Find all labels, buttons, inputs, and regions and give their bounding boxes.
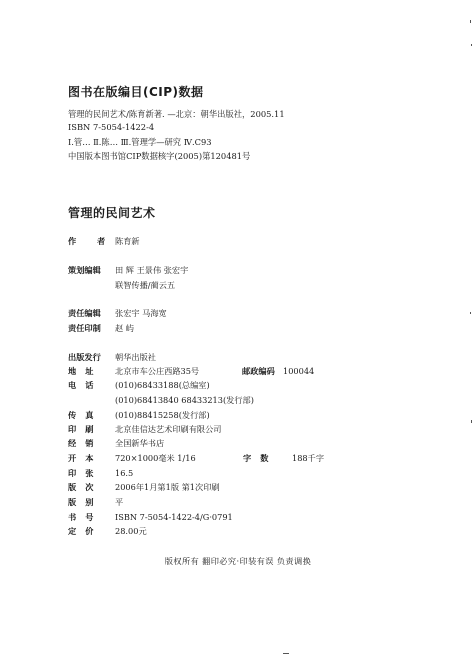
sheets-label: 印张: [68, 468, 103, 478]
distributor-label: 经销: [68, 438, 103, 448]
postcode-label: 邮政编码: [242, 366, 275, 376]
print-supervisor-value: 赵 屿: [115, 323, 134, 333]
phone-value-1: (010)68433188(总编室): [115, 380, 210, 390]
cip-record-line: 中国版本图书馆CIP数据核字(2005)第120481号: [68, 151, 251, 161]
planning-editor-label: 策划编辑: [68, 265, 101, 275]
address-label: 地址: [68, 366, 103, 376]
isbn-value: ISBN 7-5054-1422-4/G·0791: [115, 512, 233, 522]
word-count-label: 字数: [243, 453, 278, 463]
edition-label: 版次: [68, 482, 103, 492]
scan-speck: [283, 653, 289, 654]
edition-value: 2006年1月第1版 第1次印刷: [115, 482, 220, 492]
format-value: 720×1000毫米 1/16: [115, 453, 196, 463]
scan-speck: [470, 312, 471, 314]
distributor-value: 全国新华书店: [115, 438, 165, 448]
binding-label: 版别: [68, 497, 103, 507]
author-label: 作 者: [68, 236, 115, 246]
fax-value: (010)88415258(发行部): [115, 410, 210, 420]
price-value: 28.00元: [115, 526, 147, 536]
fax-label: 传真: [68, 410, 103, 420]
print-supervisor-label: 责任印制: [68, 323, 101, 333]
planning-editor-names: 田 辉 王景伟 张宏宇: [115, 265, 189, 275]
planning-editor-agency: 联智传播/蔺云五: [115, 280, 176, 290]
postcode-value: 100044: [283, 366, 315, 376]
sheets-value: 16.5: [115, 468, 134, 478]
printer-label: 印刷: [68, 424, 103, 434]
publisher-label: 出版发行: [68, 352, 101, 362]
cip-title: 图书在版编目(CIP)数据: [68, 85, 204, 99]
cip-isbn-line: ISBN 7-5054-1422-4: [68, 122, 155, 132]
scan-speck: [470, 20, 471, 23]
publisher-value: 朝华出版社: [115, 352, 156, 362]
rights-notice: 版权所有 翻印必究·印装有误 负责调换: [164, 556, 312, 566]
book-title: 管理的民间艺术: [68, 206, 156, 220]
responsible-editor-value: 张宏宇 马海宽: [115, 308, 167, 318]
cip-classification-line: Ⅰ.管… Ⅱ.陈… Ⅲ.管理学—研究 Ⅳ.C93: [68, 137, 212, 147]
address-value: 北京市车公庄西路35号: [115, 366, 200, 376]
phone-value-2: (010)68413840 68433213(发行部): [115, 395, 254, 405]
word-count-value: 188千字: [292, 453, 325, 463]
scan-speck: [471, 44, 472, 46]
isbn-label: 书号: [68, 512, 103, 522]
printer-value: 北京佳信达艺术印刷有限公司: [115, 424, 222, 434]
format-label: 开本: [68, 453, 103, 463]
author-value: 陈育新: [115, 236, 140, 246]
binding-value: 平: [115, 497, 124, 507]
price-label: 定价: [68, 526, 103, 536]
scan-speck: [471, 420, 472, 423]
cip-catalog-line: 管理的民间艺术/陈育新著. —北京：朝华出版社，2005.11: [68, 109, 285, 119]
phone-label: 电话: [68, 380, 103, 390]
responsible-editor-label: 责任编辑: [68, 308, 101, 318]
